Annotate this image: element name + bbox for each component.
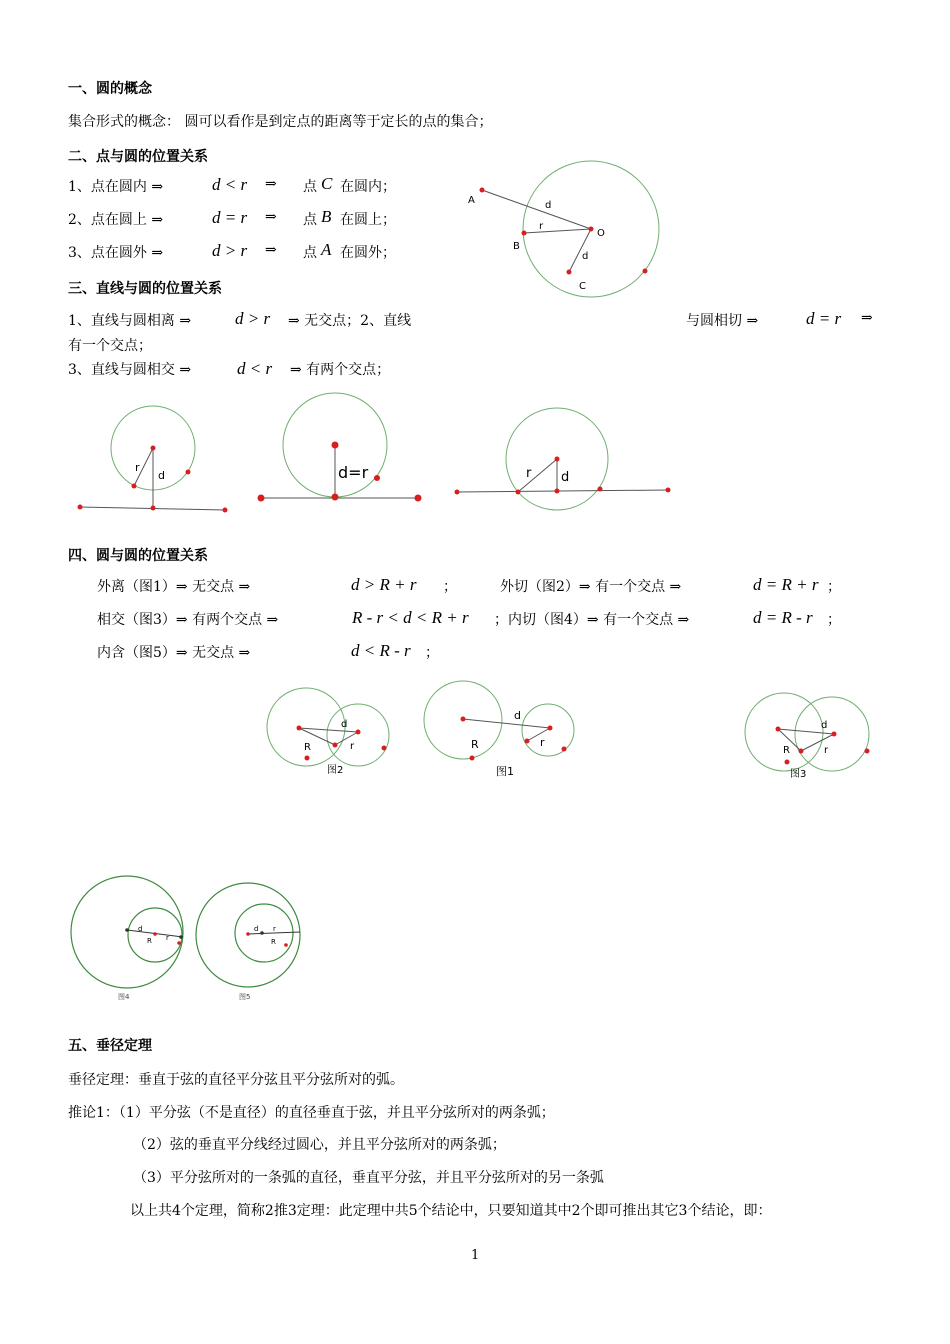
lc-label-d-3: d	[561, 470, 570, 485]
fig1-label-d: d	[514, 709, 521, 722]
summary-line: 以上共4个定理，简称2推3定理：此定理中共5个结论中，只要知道其中2个即可推出其它3个结论，即：	[130, 1203, 772, 1219]
cc-row2-end: ；	[827, 612, 841, 628]
cc-row1-semi: ；	[443, 579, 457, 595]
point-row-2-pt: 点	[303, 212, 317, 228]
label-c: C	[579, 281, 586, 292]
section-2-title: 二、点与圆的位置关系	[68, 149, 208, 165]
cc-row1-end: ；	[827, 579, 841, 595]
label-d2: d	[582, 251, 589, 262]
fig2-pt2	[356, 730, 361, 735]
point-row-2-label: 2、点在圆上 ⇒	[68, 212, 164, 228]
fig3-caption: 图3	[790, 769, 807, 780]
fig4-pt3	[179, 935, 183, 939]
fig4-label-R: R	[147, 937, 152, 945]
fig2-pt4	[305, 756, 310, 761]
cc-row2-a: 相交（图3）⇒ 有两个交点 ⇒	[97, 612, 279, 628]
corollary-3: （3）平分弦所对的一条弧的直径，垂直平分弦，并且平分弦所对的另一条弧	[133, 1170, 604, 1186]
fig5-pt2	[260, 931, 264, 935]
fig5-label-d: d	[254, 925, 259, 933]
fig1-label-R: R	[471, 738, 479, 751]
fig1-pt4	[470, 756, 475, 761]
fig1-caption: 图1	[496, 765, 514, 778]
cc-row1-math-b: d = R + r	[753, 575, 819, 594]
fig2-pt1	[297, 726, 302, 731]
line-int-math: d < r	[237, 359, 273, 378]
fig2-label-R: R	[304, 742, 311, 753]
corollary-2: （2）弦的垂直平分线经过圆心，并且平分弦所对的两条弧；	[133, 1137, 506, 1153]
fig1-pt2	[548, 726, 553, 731]
fig5-caption: 图5	[239, 993, 251, 1001]
fig1-pt5	[562, 747, 567, 752]
corollary-1: 推论1：（1）平分弦（不是直径）的直径垂直于弦，并且平分弦所对的两条弧；	[68, 1105, 555, 1121]
point-row-1-math: d < r	[212, 175, 248, 194]
fig5-label-R: R	[271, 938, 276, 946]
page-number: 1	[471, 1248, 480, 1263]
cc-row3-a: 内含（图5）⇒ 无交点 ⇒	[97, 645, 251, 661]
fig1-r	[527, 728, 550, 741]
section-5-title: 五、垂径定理	[68, 1038, 152, 1054]
point-row-1-letter: C	[321, 174, 333, 193]
cc-row1-a: 外离（图1）⇒ 无交点 ⇒	[97, 579, 251, 595]
point-row-3-pt: 点	[303, 245, 317, 261]
point-row-3-label: 3、点在圆外 ⇒	[68, 245, 164, 261]
point-row-2-math: d = r	[212, 208, 248, 227]
lc-label-d-1: d	[158, 469, 165, 482]
fig4-pt2	[153, 932, 157, 936]
line-sep-result: ⇒ 无交点；2、直线	[288, 313, 412, 329]
fig1-pt1	[461, 717, 466, 722]
line-tan-arrow: ⇒	[861, 310, 873, 326]
fig3-label-R: R	[783, 745, 790, 756]
fig3-r	[801, 734, 834, 751]
point-row-2-letter: B	[321, 207, 332, 226]
point-row-1-label: 1、点在圆内 ⇒	[68, 179, 164, 195]
line-tan-label: 与圆相切 ⇒	[686, 313, 759, 329]
label-o: O	[597, 228, 605, 239]
fig3-pt3	[799, 749, 804, 754]
fig1-pt3	[525, 739, 530, 744]
fig2-pt5	[382, 746, 387, 751]
label-d1: d	[545, 200, 552, 211]
cc-row2-math-b: d = R - r	[753, 608, 813, 627]
fig2-pt3	[333, 743, 338, 748]
fig2-label-r: r	[350, 741, 355, 752]
fig4-pt1	[125, 928, 129, 932]
point-row-3-math: d > r	[212, 241, 248, 260]
fig4-label-d: d	[138, 925, 143, 933]
point-row-3-letter: A	[321, 240, 332, 259]
point-row-1-pt: 点	[303, 179, 317, 195]
fig3-pt1	[776, 727, 781, 732]
fig4-pt4	[177, 941, 181, 945]
fig5-pt1	[246, 932, 250, 936]
fig3-pt4	[785, 760, 790, 765]
cc-row1-b: 外切（图2）⇒ 有一个交点 ⇒	[500, 579, 682, 595]
fig5-label-r: r	[273, 925, 276, 933]
fig2-d	[299, 728, 358, 732]
line-int-label: 3、直线与圆相交 ⇒	[68, 362, 192, 378]
fig3-label-d: d	[821, 720, 828, 731]
fig3-label-r: r	[824, 745, 829, 756]
point-row-3-arrow: ⇒	[265, 242, 277, 258]
fig4-big-circle	[71, 876, 183, 988]
line-tan-result: 有一个交点；	[68, 338, 152, 354]
lc-label-r-3: r	[526, 466, 532, 481]
cc-row3-end: ；	[425, 645, 439, 661]
lc-label-dr: d=r	[338, 463, 369, 482]
fig3-pt2	[832, 732, 837, 737]
line-tan-math: d = r	[806, 309, 842, 328]
section-3-title: 三、直线与圆的位置关系	[68, 281, 222, 297]
set-concept-line: 集合形式的概念： 圆可以看作是到定点的距离等于定长的点的集合；	[68, 114, 493, 130]
fig2-r	[335, 732, 358, 745]
label-b: B	[513, 241, 520, 252]
point-row-2-arrow: ⇒	[265, 209, 277, 225]
fig4-caption: 图4	[118, 993, 130, 1001]
point-row-3-where: 在圆外；	[340, 245, 396, 261]
fig2-label-d: d	[341, 719, 348, 730]
cc-row3-math: d < R - r	[351, 641, 411, 660]
fig2-caption: 图2	[327, 765, 344, 776]
fig1-label-r: r	[540, 736, 545, 749]
point-row-2-where: 在圆上；	[340, 212, 396, 228]
lc-label-r-1: r	[135, 461, 140, 474]
fig1-d	[463, 719, 550, 728]
fig4-label-r: r	[166, 934, 169, 942]
section-1-title: 一、圆的概念	[68, 81, 152, 97]
label-a: A	[468, 195, 475, 206]
theorem-line: 垂径定理：垂直于弦的直径平分弦且平分弦所对的弧。	[68, 1072, 404, 1088]
line-int-result: ⇒ 有两个交点；	[290, 362, 391, 378]
cc-row2-math-a: R - r < d < R + r	[352, 608, 469, 627]
point-row-1-arrow: ⇒	[265, 176, 277, 192]
line-sep-math: d > r	[235, 309, 271, 328]
cc-row1-math-a: d > R + r	[351, 575, 417, 594]
line-sep-label: 1、直线与圆相离 ⇒	[68, 313, 192, 329]
fig2-small-circle	[327, 704, 389, 766]
cc-row2-b: ；内切（图4）⇒ 有一个交点 ⇒	[494, 612, 690, 628]
section-4-title: 四、圆与圆的位置关系	[68, 548, 208, 564]
fig5-pt3	[284, 943, 288, 947]
label-r: r	[539, 221, 544, 232]
point-row-1-where: 在圆内；	[340, 179, 396, 195]
fig3-pt5	[865, 749, 870, 754]
